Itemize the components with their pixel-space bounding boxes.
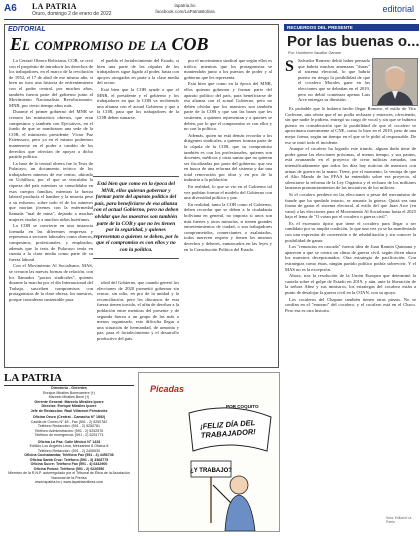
recuerdos-section-bar: RECUERDOS DEL PRESENTE [284,24,419,31]
masthead-line: Oficina La Paz: Calle México N° 1428 [37,439,101,444]
pull-quote: Está bien que como en la época del MNR, ellos quieran gobernar y formar parte del aparato político del país, para beneficiarse de esa alianza con el actual Gobierno, pero no deben olvidar que los maestros son también parte de la COB y que no les tienen por la seguridad, y quienes representan a quienes se deben, por lo que el compromiso es con ellos y no con la política. [93,176,179,259]
editorial-title [10,34,272,55]
paragraph: Durante el primer gobierno del MNR se crearon las ministerios obreros, que eran campesinos y también con Ejecutivos, en el fondo de que se nombraron una sede de la COB, el ministerio presidente, Víctor Paz Estenssoro, pero ya en el mismo podremos mantenerse en el poder a cambio de los derechos que ofrecían de apoyar a dicho partido político. [9,109,93,160]
paragraph: Ahora, tras la resolución de la Unión Europea que determinó la cautela sobre el golpe de Estado en 2019, y aún, ante la liberación de la señora Añez y sus ministros, los estrategas del cocalero están a punto de desalojar la guerra civil en la OTAN, con su apoyo. [285,273,416,295]
editorial-title-text: El compromiso de la COB [10,34,209,54]
paragraph: por el movimiento sindical que según ellos es tráfico, mientras que los protagonistas se mantendrán junto a los puestos de poder y al gobierno que les representa. [184,58,272,80]
paper-name: LA PATRIA [32,2,77,11]
web-url: lapatria.bo [174,3,196,8]
masthead-line: Oficina Oruro (Central - Camacho N° 1892) [32,415,106,419]
paper-date: Oruro, domingo 2 de enero de 2022 [32,11,112,17]
paragraph: La base de la central obrera fue la Tesis de Pulacayo, un documento teórico de los trabajadores mineros de ese centro, ubicado en Uchillaca, por el que se vinculaba la riqueza del país mientras se consolidaba en esos cuerpos familias, mientras la fuerza laboral producía el hambre y la miseria pese a su esfuerzo, sobre todo el de los mineros que morían jóvenes con la enfermedad llamada "mal de mina", dejando a muchas mujeres viudas y a muchos niños huérfanos. [9,160,93,222]
masthead-line: Edificio Los Ángeles Lima, Mezzanine 8 Oficina 8 [29,444,109,448]
paragraph: Es probable que lo hubiera hecho llegar Romero, el estilo de Vito Corleone, una oferta que el no podía rechazar y entonces, ofreciendo, sin que nadie le pidiera, entregó su cargo de vocal y sin que se hubiera puesto en consideración que la posibilidad de que el cocalero se aproximara nuevamente al CNE, como lo hizo en el 2019, pero de una mejor forma, según un tiempo en el que se le pidió al responsable. De eso se trató todo el incidente. [285,106,416,145]
paragraph: Está bien que la COB ayude a que el MNR, el presidente y el gobierno y los trabajadores en que la COB va recibiendo una alianza con el actual Gobierno y que a la COB, para que los trabajadores de la COB deben sumarse. [97,86,179,120]
cartoon-caption: ¡FELIZ DÍA DEL TRABAJADOR! [199,418,257,440]
masthead-line: Jefe de Redacción: Raúl Villarroel Fernández [30,408,108,413]
editorial-col-2-bottom [97,280,179,362]
facebook-url: facebook.com/LaPatriaBolivia [155,9,215,14]
author-photo [372,58,418,106]
masthead-line: Oficina Sucre: Teléfono Fax (591 - 4) 6442900 [30,462,108,466]
sign-text: ¿Y TRABAJO? [190,468,232,474]
recuerdos-lead [298,58,370,102]
masthead-line: Teléfono Redacción: (591 - 2) 5250781 [37,424,101,428]
paragraph: Los cocaleros del Chapare también tienen otras piezas. No se confían en el "entorno" del cocalero, y el cocalero está en el Chaco. Pero esa es otra historia. [285,296,416,313]
paragraph: el pueblo el fortalecimiento del Estado, si bien una parte de las cúpulas de los trabajadores sigue ligado al poder, hasta con apoyos otorgados en parte a la clase media del sector. [97,58,179,86]
recuerdos-title: Por las buenas o... [287,33,420,50]
masthead [4,372,134,485]
masthead-line: Teléfono Administración: (591 - 2) 5252576 [34,428,104,433]
masthead-line: Gerente General: Marcelo Miralles Iporre [34,399,104,404]
cartoon-drawing-icon [139,373,279,531]
header-rule [4,19,416,20]
paragraph: Salvador Romero debió haber pensado que habría muchas amenazas "duras" al sistema electoral, lo que habría puesto en riesgo la posibilidad de que el cocalero Morales gane en las elecciones que se debatían en el 2019, pero no debió comenzar apenas Luis Arce entregar su dimisión. [298,58,370,102]
paragraph: Es el escenario típico que tiene el cocalero para llegar a ser candidato por su amplia coalición, lo que una vez ya se ha manifestado con una expresión de conversión o de rehabilitación y sin conocer la posibilidad de ganar. [285,220,416,243]
editorial-tag: EDITORIAL [8,26,46,33]
cartoon [138,372,280,532]
masthead-line: Director: Enrique Miralles Iporre [41,404,97,408]
paragraph: En realidad, tanto la COB como el Gobierno, deben recordar que se deben a la ciudadanía boliviana en general, no importa si unos son más fuertes y otros minorías, si tienen grandes entretenimientos de ciudad, o son trabajadores comprometidos, comerciantes o asalariados, todos merecen respeto y tienen los mismos derechos y deberes, enmarcados en las leyes y en la Constitución Política del Estado. [184,201,272,252]
paragraph: ideal del Gobierno, que cuando generó los elecciones de 2020 prometió gobernar sin rencor, sin odio, en pro de la unidad y la reconciliación, pero los discursos de esta fuerza tienen torcido, el afán de derribar a la población entre mentiras del presente y de segunda fuerza a un grupo de las más o menos organizado, esto dificulta llegar a una situación de hermandad, de armonía y paz, para el fortalecimiento y el desarrollo productivo del país. [97,280,179,341]
masthead-line: Casilla de Correo N° 48 - Fax (591 - 2) 5250782 [30,419,108,424]
paragraph: La COB se convierte en una instancia formada en las diferentes empresas y representa a sectores laborales como obreros, campesinos, profesionales, y empleados, además que la tesis de Pulacayo tenía en cuenta a la clase media como parte de su fuerza laboral. [9,223,93,262]
paragraph: Los "renuncias en cascada" fueron idea de Juan Ramón Quintana y aparecen a que se creara un clima de guerra civil, según dicen ahora los maestros decepcionados. Otra estrategia de pacificación. Con estrategias como éstas, ningún partido político podría sobrevivir. Y el MAS no es la excepción. [285,244,416,272]
masthead-line: Oficina Potosí: Teléfono (591 - 2) 6226550 [33,466,105,471]
page-header [0,0,420,22]
author-portrait-icon [373,59,417,105]
paragraph: Está bien que como en la época del MNR, ellos quieran gobernar y formar parte del aparato político del país, para beneficiarse de esa alianza con el actual Gobierno, pero no deben olvidar que los maestros son también parte de la COB y que son las bases que les sostienen, a quienes representan y a quienes se deben, por lo que el compromiso es con ellos y no con la política. [184,81,272,132]
masthead-info [4,386,134,485]
masthead-line: Marcelo Miralles Bové (†) [48,395,90,399]
masthead-line: Miembro de la R.N.P. autorregulado por el Tribunal de Ética de la Asociación Nacional de la Prensa [8,471,130,480]
editorial-col-3 [184,58,272,362]
masthead-line: Oficina Cochabamba: Teléfono Fax (591 - 4) 4456736 [24,453,114,457]
page-number: A6 [4,3,17,14]
paragraph: Con el Movimiento Al Socialismo, MAS, se crearon las nuevas formas de relación, con los llamados "pactos sindicales", quienes durante la marcha por el día Internacional del Trabajo, suscriben compromisos con protagonistas de la clase obrera, los nuestros, porque consideran sustentable para [9,263,93,302]
editorial-col-1 [9,58,93,362]
web-links [150,3,220,15]
paragraph: Si el cocalero perdiera en las elecciones a pesar del mecanismo de fraude que ha quedado intacto, se armaría la guerra. Quizá sea una forma de ganar el sistema electoral, al estilo del que Juan Arce (en vano) a las elecciones para el Movimiento Al Socialismo hasta el 2025 bajo el lema de "O votan por el cocalero o guerra civil". [285,191,416,220]
masthead-line: Teléfono de emergencia: (591 - 2) 5251774 [34,433,104,437]
paragraph: Aunque el cocalero ha logrado este triunfo, alguna duda tiene de poder ganar las elecciones próximas, al menos tiempo, y sus pautas, está avanzando en el proyecto de crear milicias armadas, tan intensificadamente que todos los días hay noticias de maestros con armas de guerra en la mano. Tiene, por el momento, la ventaja de que el Alto Mando de las FFAA ha entendido sobre ese proyecto, al silenciarse la reforma de la Ley Orgánica y el rechazo de los militares lanzaron pronunciamientos de las iniciativas de los milicias. [285,146,416,191]
drop-cap: S [285,58,294,75]
masthead-line: Teléfono Redacción: (591 - 2) 2406530 [37,448,101,453]
recuerdos-author: Por: Humberto Vacaflor Ganam [288,51,341,55]
cartoon-author: POR COQUITO [226,404,259,409]
masthead-line: Directorio - Gerentes [51,386,87,390]
masthead-line: Oficina Santa Cruz: Teléfono (591 - 3) 3368775 [29,457,109,462]
section-label: editorial [382,4,414,14]
paragraph: Además, quien no está demás recordar a los dirigentes sindicales, a quienes forman parte de la cúpula de la COB, que su compromiso también es con los profesionales, quienes son docentes, médicos y otras ramas que no quieran ser fiscalizadas por parte del gobierno, que sea en busca de una reforma del sistema y dar una total renovación por obra y en pro de la industria a la población. [184,132,272,183]
editorial-col-2-top [97,58,179,170]
masthead-title: LA PATRIA [4,372,134,386]
cartoon-brand: Picadas [150,384,185,394]
masthead-line: www.lapatria.bo | www.lapatriaenlinea.com [34,480,104,484]
masthead-line: Enrique Miralles Bonecarrere (†) [43,390,95,395]
paragraph: La Central Obrera Boliviana, COB, se creó con el propósito de introducir los derechos de los trabajadores, en el marco de la revolución de 1952, el 17 de abril de ese mismo año, si bien no tuvo una historia de enfrentamiento con el poder central, por muchos años, también fueron parte del gobierno junto al Movimiento Nacionalista Revolucionario, MNR, por cierto tiempo años más. [9,58,93,108]
recuerdos-body [285,106,416,512]
photo-credit: Nota: Editorial La Patria [386,516,412,524]
paragraph: En realidad, lo que se vio en el Gobierno tal vez podrían formar el modelo del Gobierno con una diversidad política y paz. [184,184,272,201]
